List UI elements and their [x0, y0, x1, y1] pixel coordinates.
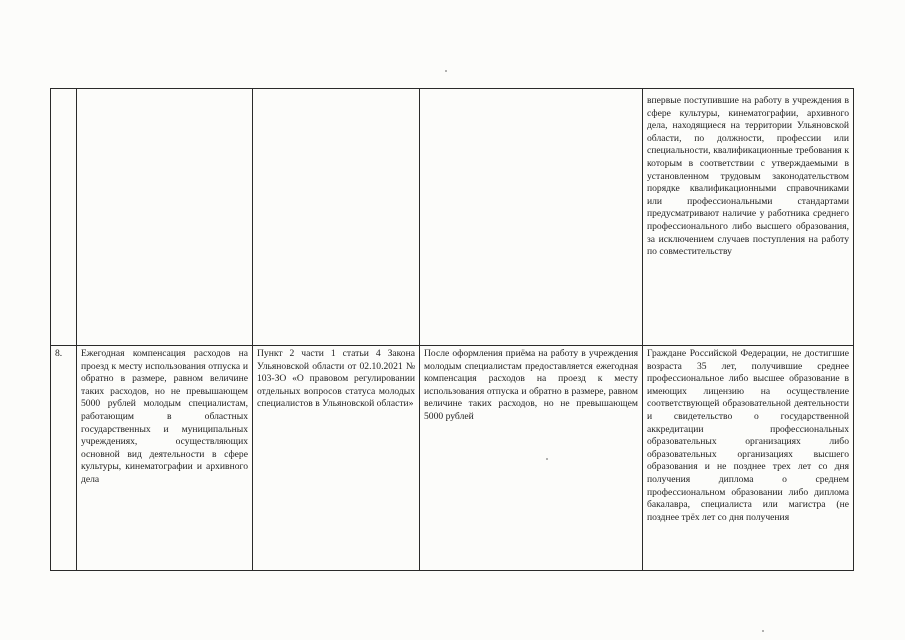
scan-speck [546, 458, 548, 460]
table-row-8 [51, 346, 854, 571]
cell-measure-empty [77, 89, 253, 346]
table-row-continuation [51, 89, 854, 346]
scan-speck [445, 70, 447, 72]
cell-measure: Ежегодная компенсация расходов на проезд к месту использования отпуска и обратно в размере, равном величине таких расходов, но не превышающем 5000 рублей молодым специалистам, работающим в областных государственных и муниципальных учреждениях, осуществляющих основной вид деятельности в сфере культуры, кинематографии и архивного дела [77, 346, 253, 571]
cell-conditions: После оформления приёма на работу в учреждения молодым специалистам предоставляется ежегодная компенсация расходов на проезд к месту использования отпуска и обратно в размере, равном величине таких расходов, но не превышающем 5000 рублей [420, 346, 643, 571]
cell-legal-basis: Пункт 2 части 1 статьи 4 Закона Ульяновской области от 02.10.2021 № 103-ЗО «О правовом регулировании отдельных вопросов статуса молодых специалистов в Ульяновской области» [253, 346, 420, 571]
cell-conditions-empty [420, 89, 643, 346]
cell-legal-basis-empty [253, 89, 420, 346]
measures-table [50, 88, 854, 571]
cell-row-number: 8. [51, 346, 77, 571]
scan-speck [762, 630, 764, 632]
cell-recipients: Граждане Российской Федерации, не достигшие возраста 35 лет, получившие среднее профессиональное либо высшее образование в имеющих лицензию на осуществление соответствующей образовательной деятельности и свидетельство о государственной аккредитации профессиональных образовательных организациях либо образовательных организациях высшего образования и не позднее трех лет со дня получения диплома о среднем профессиональном образовании либо диплома бакалавра, специалиста или магистра (не позднее трёх лет со дня получения [643, 346, 854, 571]
cell-number-empty [51, 89, 77, 346]
cell-recipients-continuation: впервые поступившие на работу в учреждения в сфере культуры, кинематографии, архивного дела, находящиеся на территории Ульяновской области, по должности, профессии или специальности, квалификационные требования к которым в соответствии с утверждаемыми в установленном трудовым законодательством порядке квалификационными справочниками или профессиональными стандартами предусматривают наличие у работника среднего профессионального либо высшего образования, за исключением случаев поступления на работу по совместительству [643, 89, 854, 346]
